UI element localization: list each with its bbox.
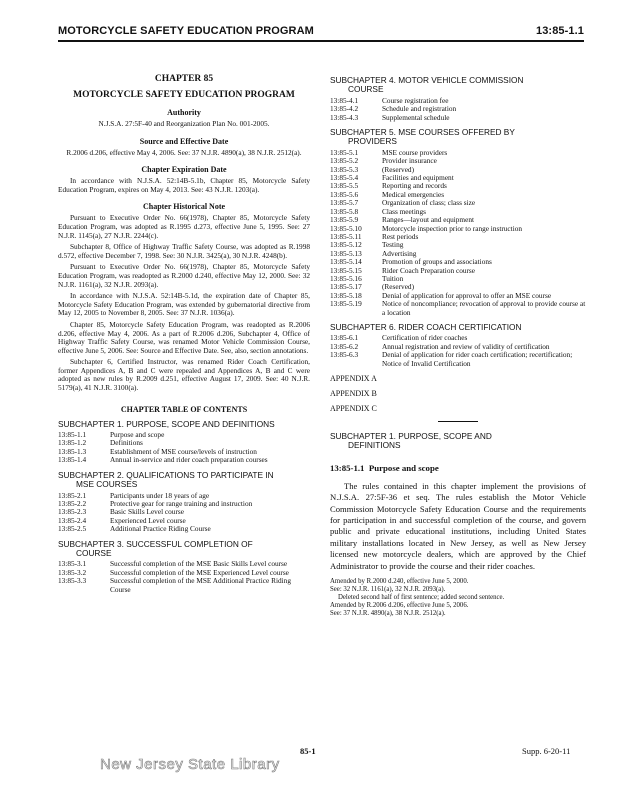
toc-list-sub4 bbox=[330, 97, 586, 122]
toc-entry-text: Class meetings bbox=[382, 206, 426, 216]
toc-list-sub1 bbox=[58, 431, 310, 465]
toc-entry-text: Ranges—layout and equipment bbox=[382, 215, 475, 225]
toc-entry[interactable] bbox=[330, 114, 586, 122]
toc-subchapter-heading-line: COURSE bbox=[76, 547, 112, 558]
toc-entry[interactable] bbox=[330, 174, 586, 182]
history-paragraph: Pursuant to Executive Order No. 66(1978), Chapter 85, Motorcycle Safety Education Program, was adopted as R.1995 d.273, effective June 5, 1995. See: 27 N.J.R. 1145(a), 27 N.J.R. 2244(c). bbox=[58, 213, 310, 240]
toc-subchapter-heading-line: SUBCHAPTER 2. QUALIFICATIONS TO PARTICIPATE IN bbox=[58, 469, 274, 480]
expiration-label: Chapter Expiration Date bbox=[141, 165, 227, 175]
toc-subchapter-heading-line: MSE COURSES bbox=[76, 479, 138, 490]
toc-entry-number: 13:85-5.1 bbox=[330, 147, 359, 157]
toc-entry[interactable] bbox=[58, 456, 310, 464]
amendment-line: See: 32 N.J.R. 1161(a), 32 N.J.R. 2093(a). bbox=[330, 586, 446, 594]
toc-entry-text: Medical emergencies bbox=[382, 189, 445, 199]
toc-entry-text: Course registration fee bbox=[382, 95, 449, 105]
toc-entry-text: Protective gear for range training and instruction bbox=[110, 498, 253, 508]
toc-entry-number: 13:85-5.18 bbox=[330, 290, 362, 300]
source-text: R.2006 d.206, effective May 4, 2006. See: 37 N.J.R. 4890(a), 38 N.J.R. 2512(a). bbox=[66, 147, 302, 157]
toc-entry-number: 13:85-2.1 bbox=[58, 490, 87, 500]
toc-entry[interactable] bbox=[330, 157, 586, 165]
toc-entry[interactable] bbox=[330, 199, 586, 207]
toc-entry[interactable] bbox=[330, 105, 586, 113]
toc-entry-text: Organization of class; class size bbox=[382, 198, 476, 208]
toc-entry[interactable] bbox=[58, 525, 310, 533]
toc-entry-text: Testing bbox=[382, 240, 404, 250]
toc-entry[interactable] bbox=[330, 351, 586, 368]
toc-entry-number: 13:85-4.3 bbox=[330, 112, 359, 122]
toc-entry[interactable] bbox=[330, 241, 586, 249]
toc-entry-number: 13:85-5.16 bbox=[330, 273, 362, 283]
history-paragraph: Subchapter 8, Office of Highway Traffic Safety Course, was adopted as R.1998 d.572, effective December 7, 1998. See: 30 N.J.R. 3425(a), 30 N.J.R. 4248(b). bbox=[58, 242, 310, 260]
toc-entry-number: 13:85-6.1 bbox=[330, 333, 359, 343]
toc-entry-text: Successful completion of the MSE Basic Skills Level course bbox=[110, 559, 288, 569]
toc-entry-number: 13:85-5.14 bbox=[330, 257, 362, 267]
toc-entry-number: 13:85-3.2 bbox=[58, 567, 87, 577]
rule-body: The rules contained in this chapter implement the provisions of N.J.S.A. 27:5F-36 et seq. The rules establish the Motor Vehicle Commission Motorcycle Safety Education Course and the requirements for participation in and successful completion of the course, and govern public and private educational institutions, including United States military installations located in New Jersey, as well as New Jersey licensed new motorcycle dealers, which are approved by the Chief Administrator to provide the course and their rider coaches. bbox=[330, 480, 586, 571]
header-section: 13:85-1.1 bbox=[536, 25, 584, 37]
toc-entry-text: Denial of application for rider coach certification; recertification; Notice of Invalid Certification bbox=[382, 350, 573, 368]
toc-entry-number: 13:85-6.2 bbox=[330, 341, 359, 351]
toc-appendix[interactable]: APPENDIX A bbox=[330, 374, 377, 383]
toc-entry-text: (Reserved) bbox=[382, 164, 415, 174]
toc-entry-number: 13:85-5.8 bbox=[330, 206, 359, 216]
toc-entry-text: Rest periods bbox=[382, 231, 419, 241]
toc-subchapter-5-heading bbox=[330, 128, 586, 147]
toc-entry[interactable] bbox=[330, 166, 586, 174]
toc-entry-number: 13:85-5.4 bbox=[330, 173, 359, 183]
toc-entry-text: Participants under 18 years of age bbox=[110, 490, 210, 500]
subchapter-heading-line: SUBCHAPTER 1. PURPOSE, SCOPE AND bbox=[330, 431, 492, 441]
toc-entry-text: Successful completion of the MSE Experienced Level course bbox=[110, 567, 289, 577]
toc-subchapter-heading-line: PROVIDERS bbox=[348, 136, 397, 147]
section-divider bbox=[438, 421, 478, 422]
toc-entry-text: (Reserved) bbox=[382, 282, 415, 292]
toc-entry-number: 13:85-3.1 bbox=[58, 559, 87, 569]
subchapter-heading-line: DEFINITIONS bbox=[348, 440, 401, 451]
toc-subchapter-heading-line: SUBCHAPTER 6. RIDER COACH CERTIFICATION bbox=[330, 321, 522, 332]
toc-entry[interactable] bbox=[330, 300, 586, 317]
toc-entry-text: Promotion of groups and associations bbox=[382, 257, 492, 267]
toc-appendix[interactable]: APPENDIX C bbox=[330, 404, 377, 413]
toc-entry-text: Tuition bbox=[382, 273, 404, 283]
amendment-line: Amended by R.2000 d.240, effective June 5, 2000. bbox=[330, 578, 469, 586]
rule-heading bbox=[330, 463, 586, 473]
toc-entry[interactable] bbox=[330, 233, 586, 241]
amendment-history bbox=[330, 578, 586, 618]
toc-entry-number: 13:85-5.15 bbox=[330, 265, 362, 275]
toc-entry-text: Definitions bbox=[110, 438, 143, 448]
toc-entry-number: 13:85-5.3 bbox=[330, 164, 359, 174]
history-paragraph: Pursuant to Executive Order No. 66(1978), Chapter 85, Motorcycle Safety Education Program, was readopted as R.2000 d.240, effective May 12, 2000. See: 32 N.J.R. 1161(a), 32 N.J.R. 2093(a). bbox=[58, 262, 310, 289]
library-watermark: New Jersey State Library bbox=[100, 756, 280, 773]
toc-entry-number: 13:85-5.5 bbox=[330, 181, 359, 191]
toc-entry-text: Basic Skills Level course bbox=[110, 507, 184, 517]
history-paragraph: Subchapter 6, Certified Instructor, was renamed Rider Coach Certification, former Appendices A, B and C were repealed and Appendices A, B and C were adopted as new rules by R.2009 d.251, effective August 17, 2009. See: 40 N.J.R. 5179(a), 41 N.J.R. 3100(a). bbox=[58, 357, 310, 393]
toc-entry-text: Schedule and registration bbox=[382, 104, 457, 114]
toc-entry-text: Experienced Level course bbox=[110, 515, 186, 525]
toc-entry-text: Notice of noncompliance; revocation of approval to provide course at a location bbox=[382, 299, 586, 317]
toc-subchapter-heading-line: SUBCHAPTER 5. MSE COURSES OFFERED BY bbox=[330, 127, 515, 138]
toc-entry[interactable] bbox=[330, 225, 586, 233]
toc-entry-text: Motorcycle inspection prior to range instruction bbox=[382, 223, 523, 233]
toc-entry-number: 13:85-4.1 bbox=[330, 95, 359, 105]
toc-entry-number: 13:85-1.3 bbox=[58, 446, 87, 456]
toc-entry[interactable] bbox=[58, 431, 310, 439]
toc-entry[interactable] bbox=[58, 577, 310, 594]
toc-entry-text: Supplemental schedule bbox=[382, 112, 450, 122]
toc-list-sub6 bbox=[330, 334, 586, 368]
toc-entry-number: 13:85-5.11 bbox=[330, 231, 362, 241]
toc-entry-text: Successful completion of the MSE Additional Practice Riding Course bbox=[110, 576, 291, 594]
toc-entry-number: 13:85-2.2 bbox=[58, 498, 87, 508]
toc-entry-number: 13:85-4.2 bbox=[330, 104, 359, 114]
toc-subchapter-heading-line: SUBCHAPTER 1. PURPOSE, SCOPE AND DEFINITIONS bbox=[58, 418, 275, 429]
toc-entry-number: 13:85-5.10 bbox=[330, 223, 362, 233]
toc-entry-text: Reporting and records bbox=[382, 181, 447, 191]
toc-entry-number: 13:85-5.7 bbox=[330, 198, 359, 208]
rule-number: 13:85-1.1 bbox=[330, 462, 365, 473]
authority-text: N.J.S.A. 27:5F-40 and Reorganization Plan No. 001-2005. bbox=[98, 119, 270, 128]
toc-entry-text: Establishment of MSE course/levels of instruction bbox=[110, 446, 257, 456]
toc-entry-number: 13:85-2.4 bbox=[58, 515, 87, 525]
toc-entry-number: 13:85-5.19 bbox=[330, 299, 362, 309]
toc-entry-text: Provider insurance bbox=[382, 156, 437, 166]
page-number: 85-1 bbox=[300, 746, 316, 756]
history-paragraph: Chapter 85, Motorcycle Safety Education Program, was readopted as R.2006 d.206, effective May 4, 2006. As a part of R.2006 d.206, Subchapter 4, Office of Highway Traffic Safety Course, was renamed Motor Vehicle Commission Course, effective June 5, 2006. See: Source and Effective Date. See, also, section annotations. bbox=[58, 319, 310, 355]
toc-entry[interactable] bbox=[330, 97, 586, 105]
toc-entry-text: Facilities and equipment bbox=[382, 173, 454, 183]
toc-subchapter-3-heading bbox=[58, 540, 310, 559]
header-title: MOTORCYCLE SAFETY EDUCATION PROGRAM bbox=[58, 25, 314, 37]
toc-entry-text: Rider Coach Preparation course bbox=[382, 265, 476, 275]
toc-entry-text: Certification of rider coaches bbox=[382, 333, 468, 343]
toc-subchapter-6-heading bbox=[330, 323, 586, 332]
toc-entry-number: 13:85-5.6 bbox=[330, 189, 359, 199]
expiration-text: In accordance with N.J.S.A. 52:14B-5.1b, Chapter 85, Motorcycle Safety Education Program, expires on May 4, 2013. See: 43 N.J.R. 1203(a). bbox=[58, 176, 310, 194]
toc-entry-text: Advertising bbox=[382, 248, 417, 258]
toc-list-sub3 bbox=[58, 560, 310, 594]
toc-entry-number: 13:85-2.3 bbox=[58, 507, 87, 517]
toc-entry[interactable] bbox=[330, 182, 586, 190]
toc-appendix[interactable]: APPENDIX B bbox=[330, 389, 377, 398]
history-paragraph: In accordance with N.J.S.A. 52:14B-5.1d, the expiration date of Chapter 85, Motorcycle Safety Education Program, was extended by gubernatorial directive from May 12, 2005 to November 8, 2005. See: 37 N.J.R. 1036(a). bbox=[58, 291, 310, 318]
source-label: Source and Effective Date bbox=[139, 136, 229, 146]
toc-entry-number: 13:85-1.4 bbox=[58, 455, 87, 465]
toc-entry-number: 13:85-1.2 bbox=[58, 438, 87, 448]
amendment-line: Deleted second half of first sentence; added second sentence. bbox=[338, 594, 505, 602]
chapter-number: CHAPTER 85 bbox=[154, 74, 214, 84]
toc-entry-number: 13:85-3.3 bbox=[58, 576, 87, 586]
toc-entry-text: MSE course providers bbox=[382, 147, 448, 157]
toc-subchapter-2-heading bbox=[58, 471, 310, 490]
toc-entry[interactable] bbox=[330, 149, 586, 157]
toc-entry-number: 13:85-5.17 bbox=[330, 282, 362, 292]
history-label: Chapter Historical Note bbox=[142, 202, 226, 212]
supplement-date: Supp. 6-20-11 bbox=[522, 746, 571, 756]
toc-subchapter-heading-line: SUBCHAPTER 4. MOTOR VEHICLE COMMISSION bbox=[330, 76, 524, 85]
toc-entry-number: 13:85-2.5 bbox=[58, 524, 87, 534]
chapter-name: MOTORCYCLE SAFETY EDUCATION PROGRAM bbox=[73, 90, 295, 100]
toc-entry-text: Denial of application for approval to offer an MSE course bbox=[382, 290, 552, 300]
toc-entry-number: 13:85-6.3 bbox=[330, 350, 359, 360]
left-column bbox=[58, 62, 310, 594]
toc-list-sub2 bbox=[58, 492, 310, 534]
amendment-line: See: 37 N.J.R. 4890(a), 38 N.J.R. 2512(a). bbox=[330, 610, 446, 618]
toc-entry[interactable] bbox=[330, 267, 586, 275]
toc-entry-number: 13:85-5.2 bbox=[330, 156, 359, 166]
toc-subchapter-heading-line: SUBCHAPTER 3. SUCCESSFUL COMPLETION OF bbox=[58, 538, 253, 549]
subchapter-1-heading bbox=[330, 432, 586, 451]
toc-entry-number: 13:85-1.1 bbox=[58, 430, 87, 440]
right-column bbox=[330, 76, 586, 618]
toc-entry-text: Annual in-service and rider coach preparation courses bbox=[110, 455, 268, 465]
authority-label: Authority bbox=[167, 108, 201, 117]
toc-list-sub5 bbox=[330, 149, 586, 317]
header-rule bbox=[58, 40, 584, 42]
toc-entry-number: 13:85-5.12 bbox=[330, 240, 362, 250]
toc-entry-text: Annual registration and review of validity of certification bbox=[382, 341, 550, 351]
toc-subchapter-heading-line: COURSE bbox=[348, 84, 384, 95]
amendment-line: Amended by R.2006 d.206, effective June 5, 2006. bbox=[330, 602, 469, 610]
toc-entry-text: Additional Practice Riding Course bbox=[110, 524, 211, 534]
toc-entry[interactable] bbox=[330, 275, 586, 283]
toc-entry-number: 13:85-5.13 bbox=[330, 248, 362, 258]
running-header bbox=[58, 22, 584, 40]
rule-title: Purpose and scope bbox=[368, 462, 439, 473]
toc-entry[interactable] bbox=[58, 500, 310, 508]
toc-subchapter-1-heading bbox=[58, 420, 310, 429]
toc-entry-number: 13:85-5.9 bbox=[330, 215, 359, 225]
toc-subchapter-4-heading bbox=[330, 76, 586, 95]
toc-entry-text: Purpose and scope bbox=[110, 430, 165, 440]
toc-title: CHAPTER TABLE OF CONTENTS bbox=[120, 404, 248, 414]
